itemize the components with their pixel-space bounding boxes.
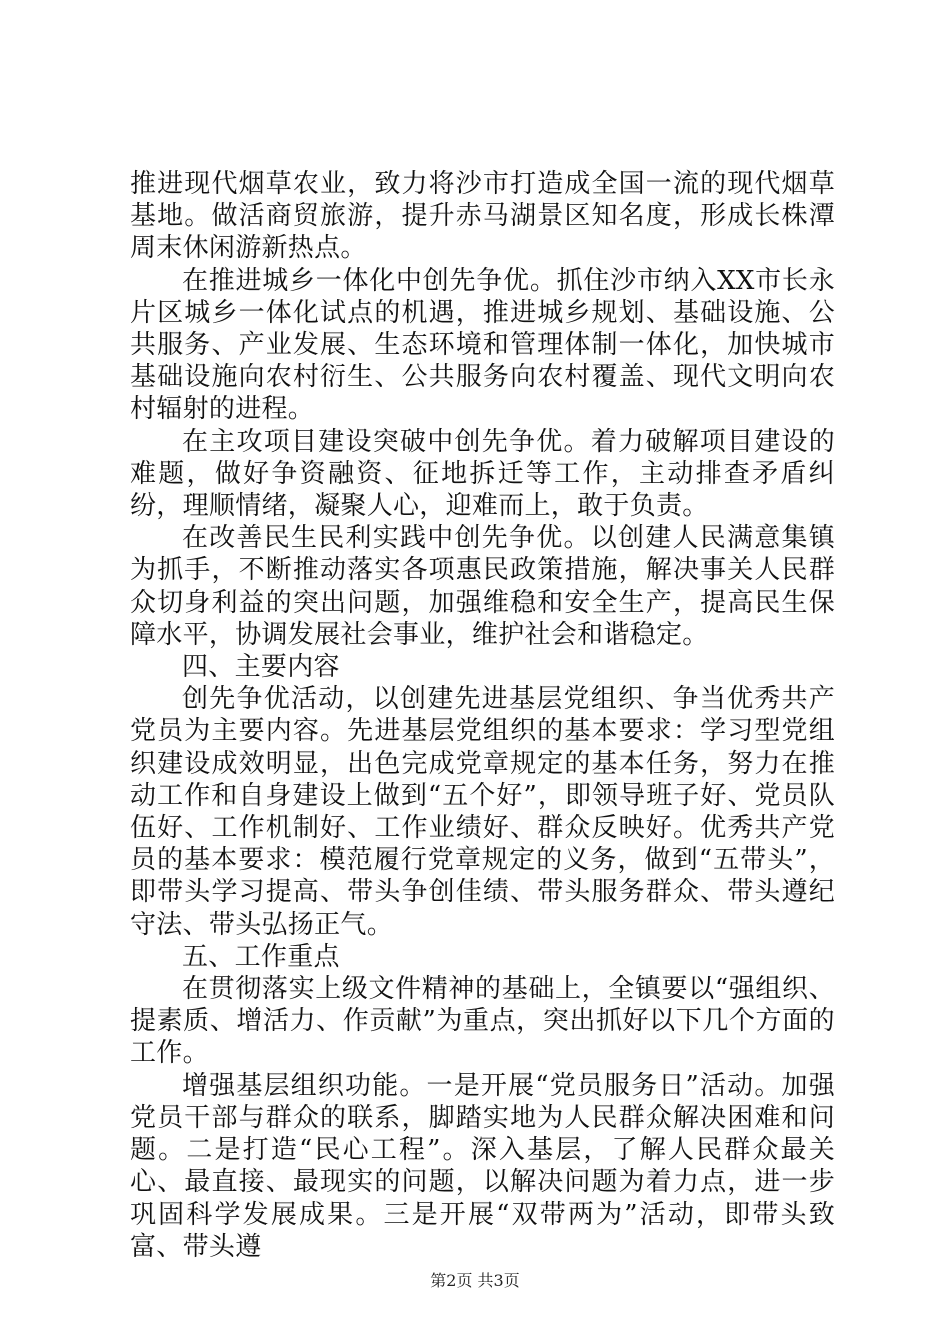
paragraph-2: 在推进城乡一体化中创先争优。抓住沙市纳入XX市长永片区城乡一体化试点的机遇，推进城乡规划、基础设施、公共服务、产业发展、生态环境和管理体制一体化，加快城市基础设施向农村衍生、公共服务向农村覆盖、现代文明向农村辐射的进程。 [130,265,835,425]
paragraph-4: 在改善民生民利实践中创先争优。以创建人民满意集镇为抓手，不断推动落实各项惠民政策措施，解决事关人民群众切身利益的突出问题，加强维稳和安全生产，提高民生保障水平，协调发展社会事业，维护社会和谐稳定。 [130,523,835,650]
paragraph-3: 在主攻项目建设突破中创先争优。着力破解项目建设的难题，做好争资融资、征地拆迁等工作，主动排查矛盾纠纷，理顺情绪，凝聚人心，迎难而上，敢于负责。 [130,426,835,522]
document-body [130,168,835,1263]
paragraph-7: 增强基层组织功能。一是开展“党员服务日”活动。加强党员干部与群众的联系，脚踏实地为人民群众解决困难和问题。二是打造“民心工程”。深入基层，了解人民群众最关心、最直接、最现实的问题，以解决问题为着力点，进一步巩固科学发展成果。三是开展“双带两为”活动，即带头致富、带头遵 [130,1070,835,1262]
section-heading-work-focus: 五、工作重点 [182,941,340,972]
page-number-footer: 第2页 共3页 [430,1271,520,1290]
paragraph-1: 推进现代烟草农业，致力将沙市打造成全国一流的现代烟草基地。做活商贸旅游，提升赤马湖景区知名度，形成长株潭周末休闲游新热点。 [130,169,835,264]
paragraph-5: 创先争优活动，以创建先进基层党组织、争当优秀共产党员为主要内容。先进基层党组织的基本要求：学习型党组织建设成效明显，出色完成党章规定的基本任务，努力在推动工作和自身建设上做到“五个好”，即领导班子好、党员队伍好、工作机制好、工作业绩好、群众反映好。优秀共产党员的基本要求：模范履行党章规定的义务，做到“五带头”，即带头学习提高、带头争创佳绩、带头服务群众、带头遵纪守法、带头弘扬正气。 [130,684,835,940]
paragraph-6: 在贯彻落实上级文件精神的基础上，全镇要以“强组织、提素质、增活力、作贡献”为重点，突出抓好以下几个方面的工作。 [130,974,835,1069]
section-heading-main-content: 四、主要内容 [182,652,340,683]
